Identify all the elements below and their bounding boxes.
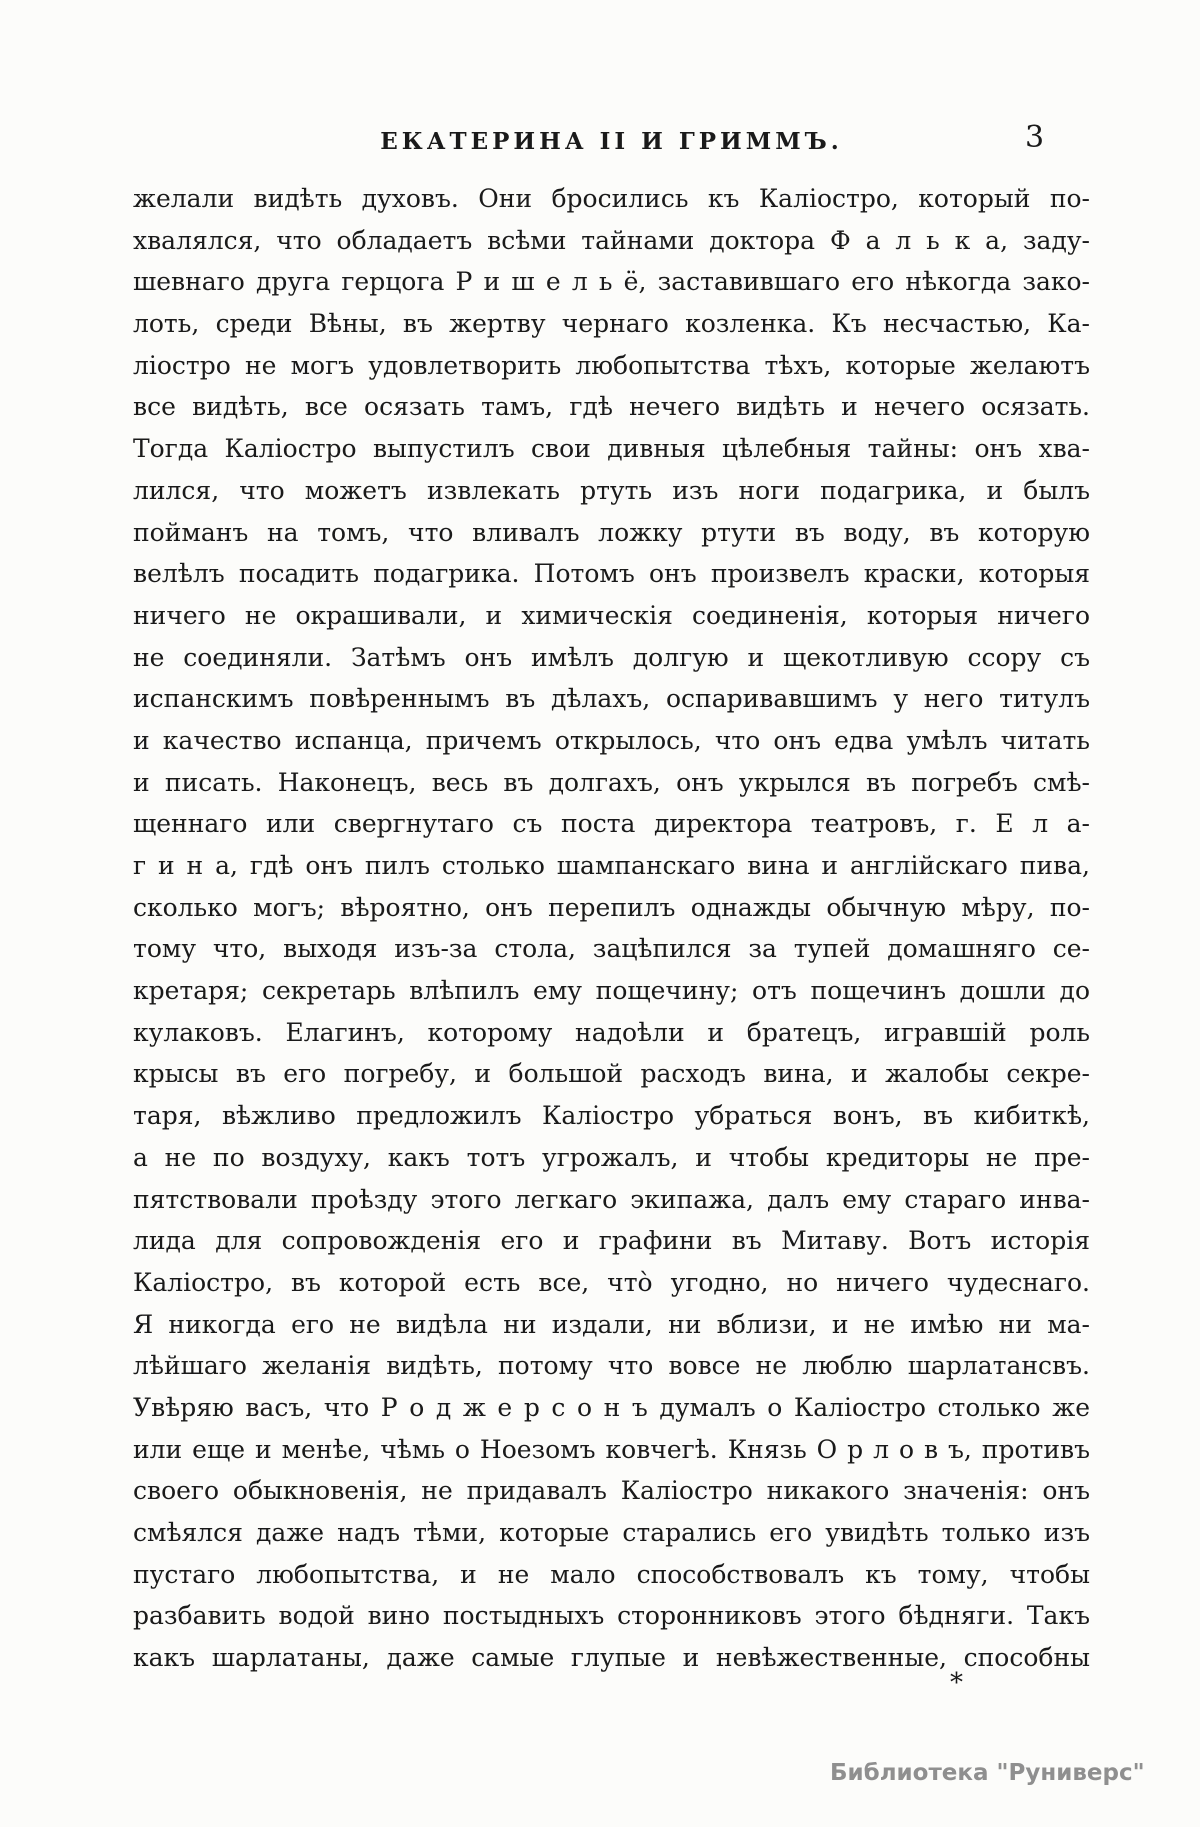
text-line: таря, вѣжливо предложилъ Каліостро убраться вонъ, въ кибиткѣ, <box>133 1101 1090 1131</box>
text-line: разбавить водой вино постыдныхъ сторонниковъ этого бѣдняги. Такъ <box>133 1601 1090 1631</box>
text-line: ничего не окрашивали, и химическія соединенія, которыя ничего <box>133 600 1090 630</box>
text-line: Тогда Каліостро выпустилъ свои дивныя цѣлебныя тайны: онъ хва- <box>133 434 1090 464</box>
text-line: испанскимъ повѣреннымъ въ дѣлахъ, оспаривавшимъ у него титулъ <box>133 684 1090 714</box>
text-line: г и н а, гдѣ онъ пилъ столько шампанскаго вина и англійскаго пива, <box>133 851 1090 880</box>
text-line: хвалялся, что обладаетъ всѣми тайнами доктора Ф а л ь к а, заду- <box>133 225 1090 255</box>
text-line: кулаковъ. Елагинъ, которому надоѣли и братецъ, игравшій роль <box>133 1017 1090 1047</box>
text-line: крысы въ его погребу, и большой расходъ вина, и жалобы секре- <box>133 1059 1090 1089</box>
page-number: 3 <box>1024 120 1045 155</box>
text-line: и писать. Наконецъ, весь въ долгахъ, онъ укрылся въ погребъ смѣ- <box>133 767 1090 797</box>
library-watermark: Библиотека "Руниверс" <box>830 1760 1145 1786</box>
text-line: не соединяли. Затѣмъ онъ имѣлъ долгую и щекотливую ссору съ <box>133 642 1090 672</box>
text-line: своего обыкновенія, не придавалъ Каліостро никакого значенія: онъ <box>133 1476 1090 1506</box>
text-line: какъ шарлатаны, даже самые глупые и невѣжественные, способны <box>133 1643 1090 1673</box>
text-line: шевнаго друга герцога Р и ш е л ь ё, заставившаго его нѣкогда зако- <box>133 267 1090 297</box>
text-line: кретаря; секретарь влѣпилъ ему пощечину; отъ пощечинъ дошли до <box>133 976 1090 1006</box>
text-line: пятствовали проѣзду этого легкаго экипажа, далъ ему стараго инва- <box>133 1184 1090 1214</box>
running-header: ЕКАТЕРИНА II И ГРИММЪ. <box>380 128 843 155</box>
text-line: тому что, выходя изъ-за стола, зацѣпился за тупей домашняго се- <box>133 934 1090 964</box>
text-line: желали видѣть духовъ. Они бросились къ Каліостро, который по- <box>133 184 1090 213</box>
text-line: Каліостро, въ которой есть все, чтò угодно, но ничего чудеснаго. <box>133 1267 1090 1297</box>
text-line: лоть, среди Вѣны, въ жертву чернаго козленка. Къ несчастью, Ка- <box>133 309 1090 339</box>
text-line: лѣйшаго желанія видѣть, потому что вовсе не люблю шарлатансвъ. <box>133 1351 1090 1381</box>
text-line: и качество испанца, причемъ открылось, что онъ едва умѣлъ читать <box>133 725 1090 755</box>
text-line: лида для сопровожденія его и графини въ Митаву. Вотъ исторія <box>133 1226 1090 1256</box>
text-line: пойманъ на томъ, что вливалъ ложку ртути въ воду, въ которую <box>133 517 1090 547</box>
text-line: смѣялся даже надъ тѣми, которые старались его увидѣть только изъ <box>133 1518 1090 1547</box>
text-line: щеннаго или свергнутаго съ поста директора театровъ, г. Е л а- <box>133 809 1090 839</box>
footnote-asterisk: * <box>950 1668 963 1698</box>
text-line: все видѣть, все осязать тамъ, гдѣ нечего видѣть и нечего осязать. <box>133 392 1090 422</box>
text-line: сколько могъ; вѣроятно, онъ перепилъ однажды обычную мѣру, по- <box>133 892 1090 922</box>
text-line: Увѣряю васъ, что Р о д ж е р с о н ъ думалъ о Каліостро столько же <box>133 1392 1090 1422</box>
text-line: пустаго любопытства, и не мало способствовалъ къ тому, чтобы <box>133 1559 1090 1589</box>
text-line: а не по воздуху, какъ тотъ угрожалъ, и чтобы кредиторы не пре- <box>133 1142 1090 1172</box>
text-line: Я никогда его не видѣла ни издали, ни вблизи, и не имѣю ни ма- <box>133 1309 1090 1339</box>
text-line: велѣлъ посадить подагрика. Потомъ онъ произвелъ краски, которыя <box>133 559 1090 589</box>
text-line: ліостро не могъ удовлетворить любопытства тѣхъ, которые желаютъ <box>133 350 1090 380</box>
text-line: лился, что можетъ извлекать ртуть изъ ноги подагрика, и былъ <box>133 475 1090 505</box>
page-text <box>133 178 1090 1679</box>
text-line: или еще и менѣе, чѣмь о Ноезомъ ковчегѣ. Князь О р л о в ъ, противъ <box>133 1434 1090 1464</box>
